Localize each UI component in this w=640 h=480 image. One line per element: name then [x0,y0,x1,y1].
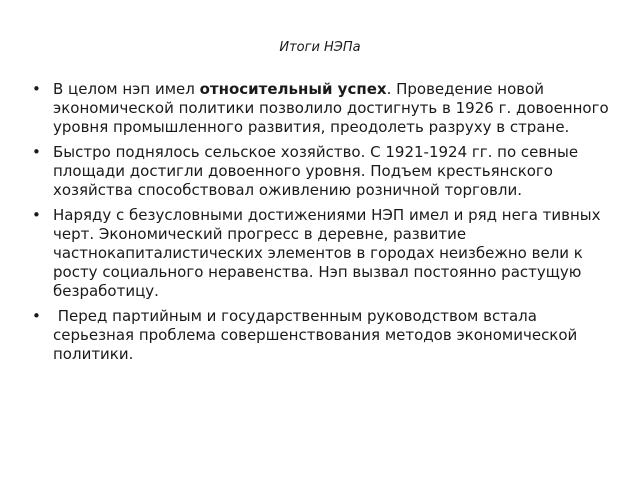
bullet-item-4 [30,307,612,364]
bullet-icon: • [32,206,41,224]
bullet-text-end: . Проведение новой экономической политики позволило достигнуть в 1926 г. довоенного уровня промышленного развития, преодолеть разруху в стране. [53,80,609,136]
bullet-icon: • [32,307,41,325]
bullet-item-3 [30,206,612,301]
bullet-list [30,80,612,370]
bullet-item-1 [30,80,612,137]
bullet-icon: • [32,143,41,161]
bullet-icon: • [32,80,41,98]
bullet-text: Перед партийным и государственным руководством встала серьезная проблема совершенствования методов экономической политики. [53,307,578,363]
bullet-text: Быстро поднялось сельское хозяйство. С 1921-1924 гг. по севные площади достигли довоенного уровня. Подъем крестьянского хозяйства способствовал оживлению розничной торговли. [53,143,579,199]
bullet-text-emphasis: относительный успех [199,80,387,98]
bullet-text [53,80,609,136]
slide-title: Итоги НЭПа [279,40,361,55]
bullet-item-2 [30,143,612,200]
bullet-text-start: В целом нэп имел [53,80,200,98]
bullet-text: Наряду с безусловными достижениями НЭП имел и ряд нега тивных черт. Экономический прогресс в деревне, развитие частнокапиталистических элементов в городах неизбежно вели к росту социального неравенства. Нэп вызвал постоянно растущую безработицу. [53,206,601,300]
